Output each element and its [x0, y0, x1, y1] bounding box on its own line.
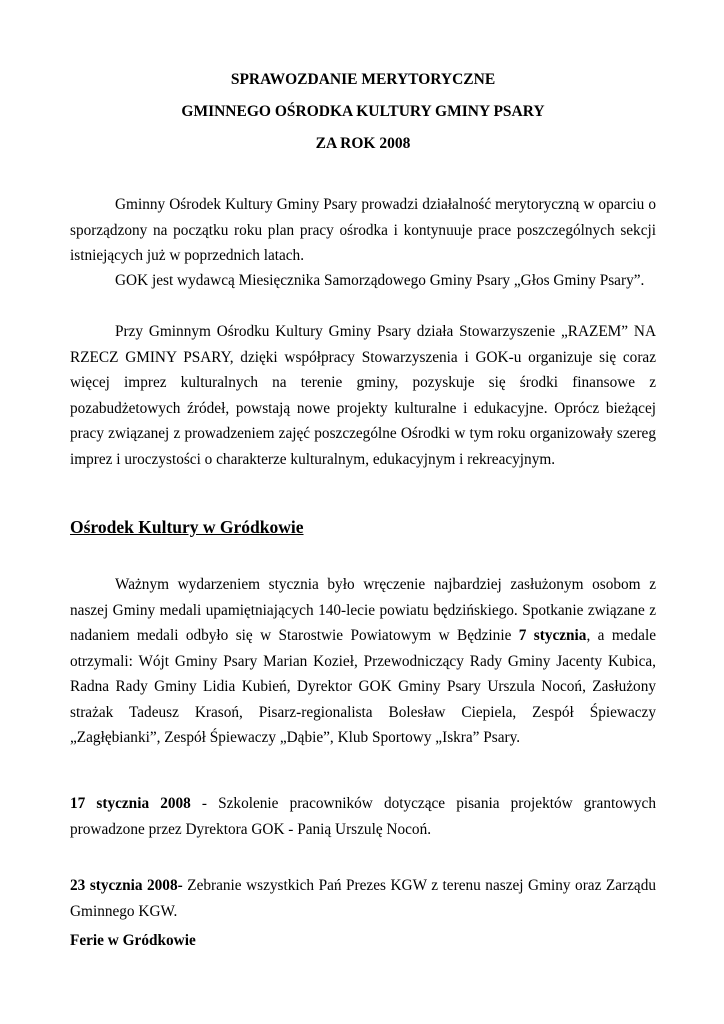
event-1-date: 17 stycznia 2008 [70, 795, 191, 812]
event-paragraph-1 [70, 791, 656, 842]
medals-text-end: , a medale otrzymali: Wójt Gminy Psary Marian Kozieł, Przewodniczący Rady Gminy Jacenty Kubica, Radna Rady Gminy Lidia Kubień, Dyrektor GOK Gminy Psary Urszula Nocoń, Zasłużony strażak Tadeusz Krasoń, Pisarz-regionalista Bolesław Ciepiela, Zespół Śpiewaczy „Zagłębianki”, Zespół Śpiewaczy „Dąbie”, Klub Sportowy „Iskra” Psary. [70, 627, 657, 746]
medals-date: 7 stycznia [518, 627, 587, 644]
medals-text-start: Ważnym wydarzeniem stycznia było wręczenie najbardziej zasłużonym osobom z naszej Gminy medali upamiętniających 140-lecie powiatu będzińskiego. Spotkanie związane z nadaniem medali odbyło się w Starostwie Powiatowym w Będzinie [70, 576, 656, 644]
event-1-text: - Szkolenie pracowników dotyczące pisania projektów grantowych prowadzone przez Dyrektora GOK - Panią Urszulę Nocoń. [70, 795, 656, 838]
intro-paragraph-2: GOK jest wydawcą Miesięcznika Samorządowego Gminy Psary „Głos Gminy Psary”. [115, 272, 645, 289]
event-paragraph-2 [70, 873, 656, 924]
event-2-date: 23 stycznia 2008- [70, 877, 183, 894]
medals-paragraph [70, 572, 656, 751]
document-title-line-3: ZA ROK 2008 [315, 135, 411, 152]
intro-paragraph-1: Gminny Ośrodek Kultury Gminy Psary prowadzi działalność merytoryczną w oparciu o sporządzony na początku roku plan pracy ośrodka i kontynuuje prace poszczególnych sekcji istniejących już w poprzednich latach. [70, 196, 656, 264]
document-title-line-1: SPRAWOZDANIE MERYTORYCZNE [230, 71, 496, 88]
intro-paragraph-3: Przy Gminnym Ośrodku Kultury Gminy Psary działa Stowarzyszenie „RAZEM” NA RZECZ GMINY PSARY, dzięki współpracy Stowarzyszenia i GOK-u organizuje się coraz więcej imprez kulturalnych na terenie gminy, pozyskuje się środki finansowe z pozabudżetowych źródeł, powstają nowe projekty kulturalne i edukacyjne. Oprócz bieżącej pracy związanej z prowadzeniem zajęć poszczególne Ośrodki w tym roku organizowały szereg imprez i uroczystości o charakterze kulturalnym, edukacyjnym i rekreacyjnym. [70, 323, 656, 468]
event-2-text: Zebranie wszystkich Pań Prezes KGW z terenu naszej Gminy oraz Zarządu Gminnego KGW. [70, 877, 656, 920]
subsection-heading: Ferie w Gródkowie [70, 932, 196, 949]
section-heading: Ośrodek Kultury w Gródkowie [70, 517, 304, 537]
document-title-line-2: GMINNEGO OŚRODKA KULTURY GMINY PSARY [181, 103, 545, 120]
